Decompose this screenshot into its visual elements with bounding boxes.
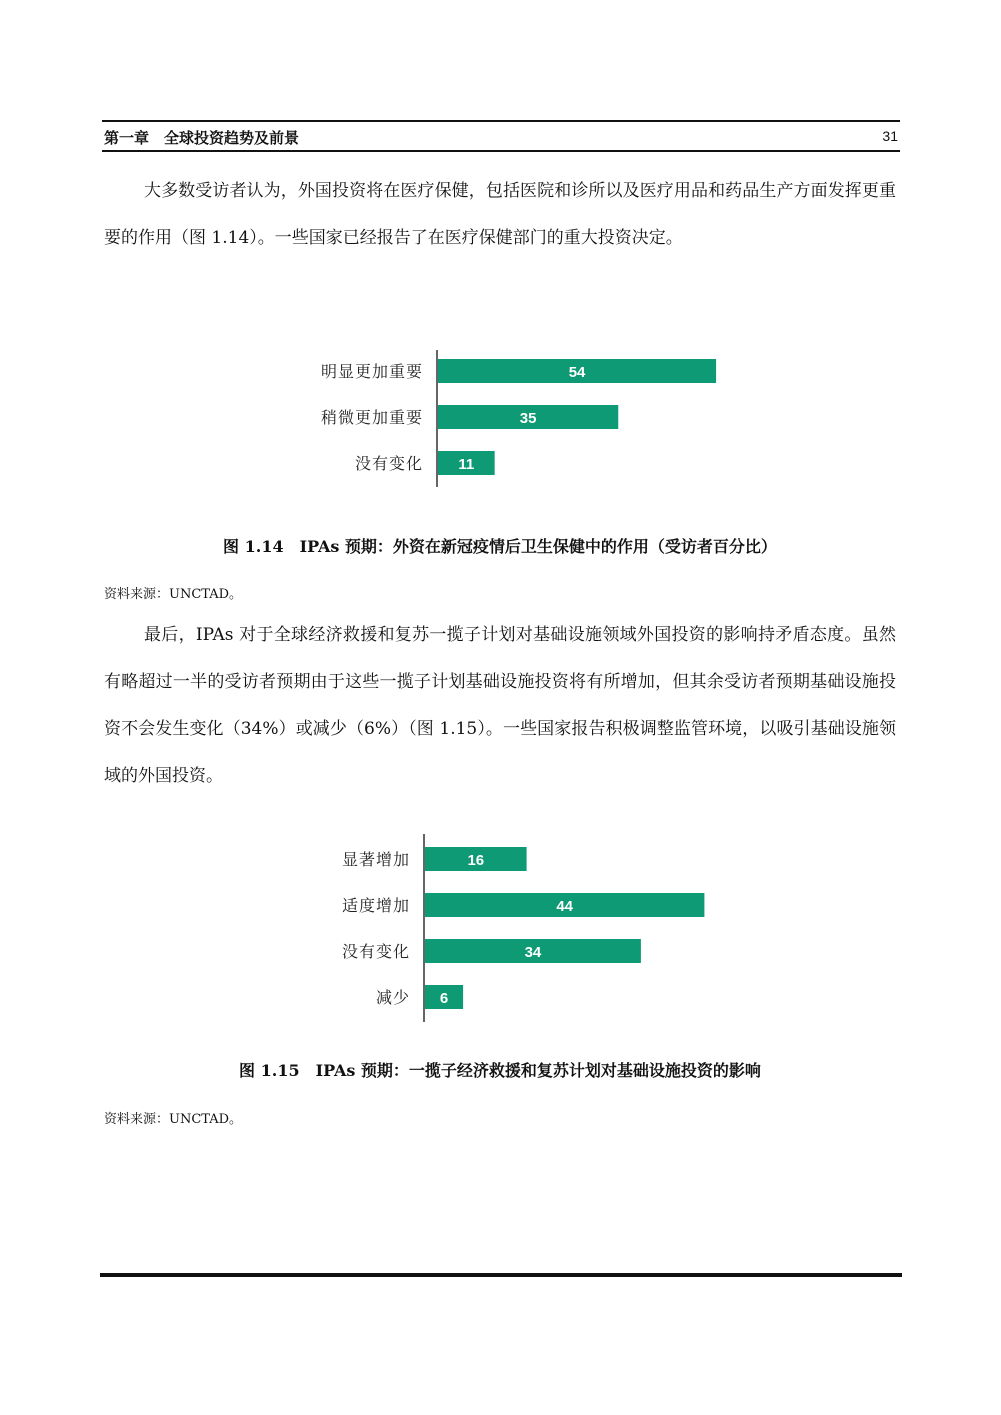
body-paragraph-2: 最后，IPAs 对于全球经济救援和复苏一揽子计划对基础设施领域外国投资的影响持矛盾态度。虽然有略超过一半的受访者预期由于这些一揽子计划基础设施投资将有所增加，但其余受访者预期基础设施投资不会发生变化（34%）或减少（6%）（图 1.15）。一些国家报告积极调整监管环境，以吸引基础设施领域的外国投资。: [104, 625, 896, 786]
figure-1-14-caption: 图 1.14 IPAs 预期：外资在新冠疫情后卫生保健中的作用（受访者百分比）: [223, 537, 777, 556]
footer-rule: [100, 1273, 902, 1277]
bar-2: [438, 405, 618, 429]
figure-1-14-bar-chart: [0, 340, 1001, 500]
bar-3: [438, 451, 495, 475]
figure-1-15-bar-chart: [0, 826, 1001, 1026]
category-label: 稍微更加重要: [320, 408, 423, 427]
figure-1-14-source: 资料来源：UNCTAD。: [104, 587, 243, 602]
category-label: 减少: [375, 988, 410, 1007]
bar-value-label: 54: [568, 364, 586, 381]
page-header: [102, 120, 900, 152]
category-label: 显著增加: [341, 850, 410, 869]
bar-1: [425, 847, 527, 871]
page-number: 31: [882, 128, 898, 144]
category-label: 没有变化: [354, 454, 423, 473]
category-label: 没有变化: [341, 942, 410, 961]
bar-4: [425, 985, 463, 1009]
bar-value-label: 16: [467, 852, 485, 869]
chapter-title: 第一章 全球投资趋势及前景: [104, 129, 300, 147]
bar-3: [425, 939, 641, 963]
bar-value-label: 34: [524, 944, 542, 961]
category-label: 明显更加重要: [320, 362, 423, 381]
bar-2: [425, 893, 704, 917]
bar-1: [438, 359, 716, 383]
bar-value-label: 35: [519, 410, 537, 427]
bar-value-label: 11: [458, 456, 475, 473]
bar-value-label: 6: [439, 990, 449, 1007]
category-label: 适度增加: [341, 896, 410, 915]
body-paragraph-1: 大多数受访者认为，外国投资将在医疗保健，包括医院和诊所以及医疗用品和药品生产方面发挥更重要的作用（图 1.14）。一些国家已经报告了在医疗保健部门的重大投资决定。: [104, 181, 896, 248]
bar-value-label: 44: [556, 898, 574, 915]
figure-1-15-source: 资料来源：UNCTAD。: [104, 1112, 243, 1127]
figure-1-15-caption: 图 1.15 IPAs 预期：一揽子经济救援和复苏计划对基础设施投资的影响: [239, 1061, 761, 1080]
